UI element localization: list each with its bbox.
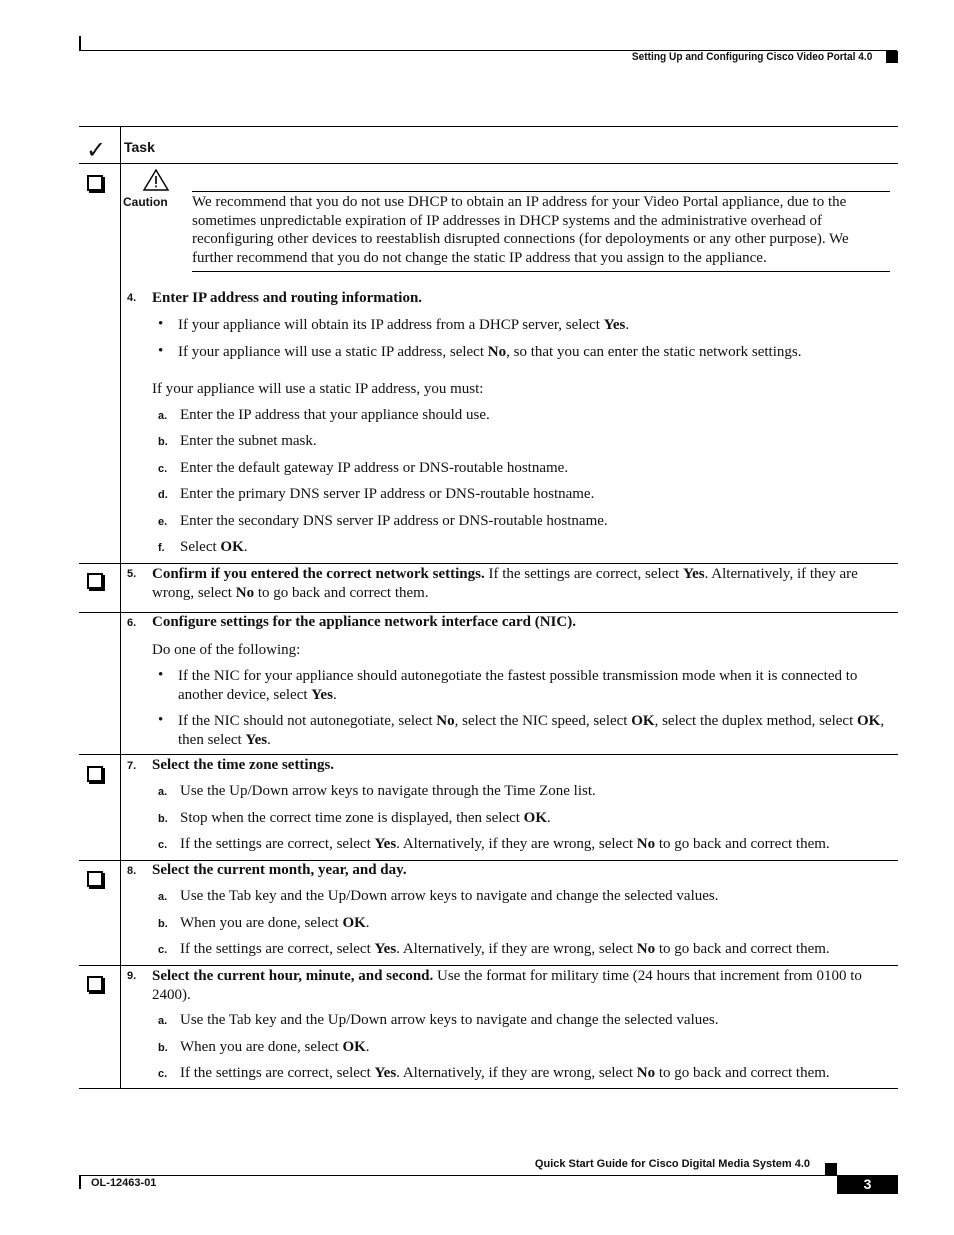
caution-warning-icon [143,169,169,191]
table-column-divider [120,126,121,1089]
substep-text: Use the Tab key and the Up/Down arrow keys to navigate and change the selected values. [180,888,719,904]
step-number: 6. [127,617,137,629]
step-intro-text: If your appliance will use a static IP address, you must: [152,381,484,397]
task-checkbox[interactable] [87,766,103,782]
substep-label: b. [158,918,168,930]
substep-text: Select OK. [180,539,248,555]
header-corner-mark [79,36,81,50]
substep-label: b. [158,813,168,825]
step-number: 9. [127,970,137,982]
document-code: OL-12463-01 [91,1177,157,1189]
caution-bottom-rule [192,271,890,272]
task-column-header: Task [124,139,155,155]
substep-text: Enter the subnet mask. [180,433,317,449]
footer-rule [79,1175,839,1176]
substep-text: Enter the IP address that your appliance should use. [180,407,490,423]
step-number: 4. [127,292,137,304]
header-block-mark [886,51,898,63]
caution-text: We recommend that you do not use DHCP to obtain an IP address for your Video Portal appliance, due to the sometimes unpredictable expiration of IP addresses in DHCP systems and the administrative overhead of reconfiguring other devices to reestablish disrupted connections (for depoloyments or any other purpose). We further recommend that you do not change the static IP address that you assign to the appliance. [192,194,849,267]
bullet-item: If your appliance will obtain its IP address from a DHCP server, select Yes. [178,317,630,333]
substep-text: Stop when the correct time zone is displayed, then select OK. [180,810,551,826]
step-number: 7. [127,760,137,772]
row-divider [79,563,898,564]
substep-text: Use the Tab key and the Up/Down arrow keys to navigate and change the selected values. [180,1012,719,1028]
substep-label: b. [158,436,168,448]
substep-label: f. [158,542,165,554]
substep-label: e. [158,516,168,528]
step-title: Select the time zone settings. [152,757,335,773]
task-checkbox[interactable] [87,175,103,191]
running-header-title: Setting Up and Configuring Cisco Video Portal 4.0 [631,51,872,63]
substep-label: c. [158,944,168,956]
footer-corner-mark [79,1175,81,1189]
step-title: Enter IP address and routing information. [152,290,423,306]
checkmark-column-header: ✓ [86,136,107,164]
bullet-item: If your appliance will use a static IP address, select No, so that you can enter the static network settings. [178,344,802,360]
table-top-rule [79,126,898,127]
task-checkbox[interactable] [87,871,103,887]
substep-label: d. [158,489,168,501]
substep-text: When you are done, select OK. [180,915,370,931]
row-divider [79,754,898,755]
table-header-rule [79,163,898,164]
step-intro-text: Do one of the following: [152,642,301,658]
substep-text: If the settings are correct, select Yes. Alternatively, if they are wrong, select No to go back and correct them. [180,941,830,957]
substep-label: a. [158,410,168,422]
substep-label: a. [158,1015,168,1027]
substep-text: Use the Up/Down arrow keys to navigate through the Time Zone list. [180,783,596,799]
substep-text: If the settings are correct, select Yes. Alternatively, if they are wrong, select No to go back and correct them. [180,1065,830,1081]
caution-label: Caution [123,195,168,209]
bullet-marker: • [158,712,164,728]
step-number: 5. [127,568,137,580]
bullet-marker: • [158,316,164,332]
page-number: 3 [837,1175,898,1194]
footer-block-mark [825,1163,837,1175]
step-title: Select the current month, year, and day. [152,862,407,878]
bullet-marker: • [158,343,164,359]
step-text: Confirm if you entered the correct network settings. If the settings are correct, select Yes. Alternatively, if they are wrong, select No to go back and correct them. [152,566,858,601]
bullet-item: If the NIC should not autonegotiate, select No, select the NIC speed, select OK, select the duplex method, select OK, then select Yes. [178,713,885,748]
row-divider [79,860,898,861]
step-text: Select the current hour, minute, and second. Use the format for military time (24 hours that increment from 0100 to 2400). [152,968,862,1003]
table-bottom-rule [79,1088,898,1089]
substep-text: If the settings are correct, select Yes. Alternatively, if they are wrong, select No to go back and correct them. [180,836,830,852]
row-divider [79,965,898,966]
task-checkbox[interactable] [87,573,103,589]
substep-label: a. [158,786,168,798]
substep-text: Enter the secondary DNS server IP address or DNS-routable hostname. [180,513,608,529]
caution-top-rule [192,191,890,192]
substep-label: c. [158,839,168,851]
step-title: Configure settings for the appliance network interface card (NIC). [152,614,576,630]
substep-label: c. [158,1068,168,1080]
substep-text: When you are done, select OK. [180,1039,370,1055]
step-number: 8. [127,865,137,877]
substep-text: Enter the default gateway IP address or DNS-routable hostname. [180,460,569,476]
bullet-marker: • [158,667,164,683]
substep-label: b. [158,1042,168,1054]
running-footer-title: Quick Start Guide for Cisco Digital Media System 4.0 [534,1158,810,1170]
row-divider [79,612,898,613]
task-checkbox[interactable] [87,976,103,992]
substep-text: Enter the primary DNS server IP address or DNS-routable hostname. [180,486,595,502]
substep-label: a. [158,891,168,903]
bullet-item: If the NIC for your appliance should autonegotiate the fastest possible transmission mode when it is connected to another device, select Yes. [178,668,858,703]
substep-label: c. [158,463,168,475]
